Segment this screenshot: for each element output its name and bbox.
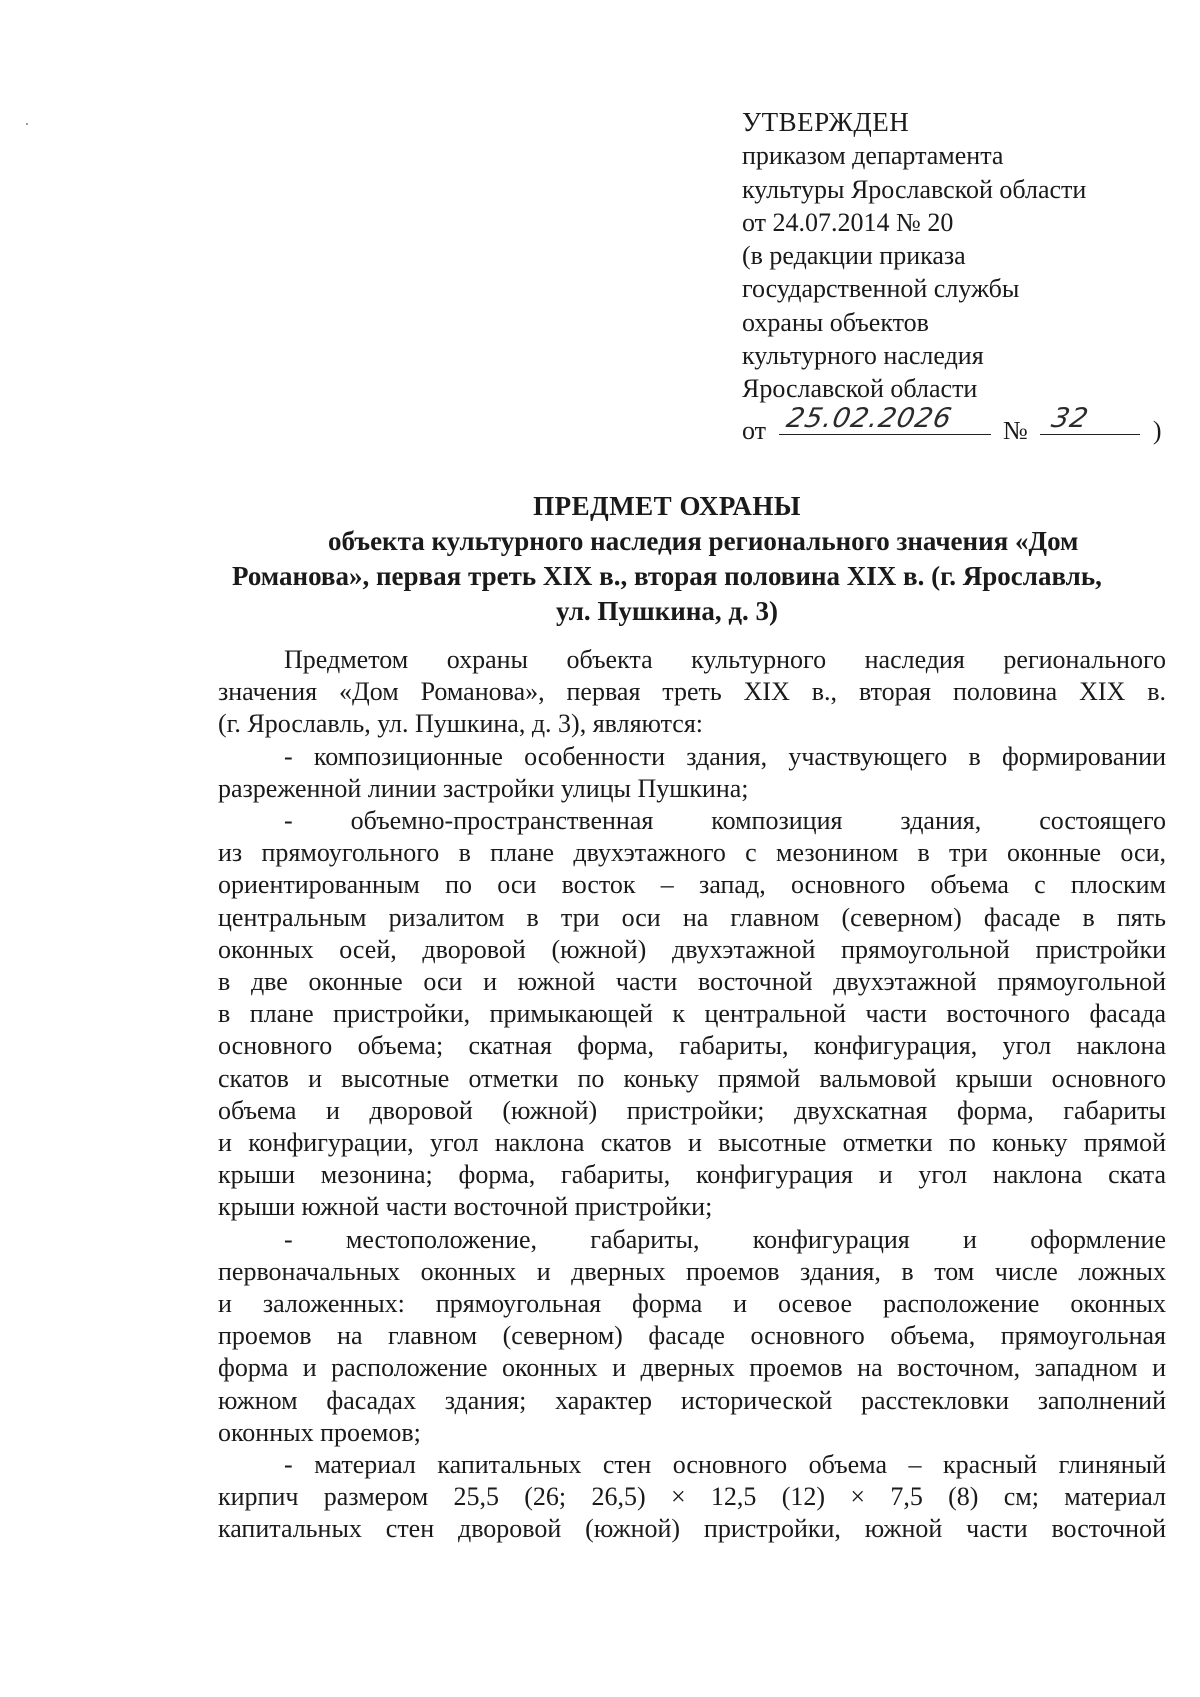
body-line: крыши южной части восточной пристройки;	[218, 1192, 713, 1222]
approval-stamp-block	[742, 106, 1172, 447]
closing-paren: )	[1152, 415, 1162, 445]
body-line: и конфигурации, угол наклона скатов и высотные отметки по коньку прямой	[218, 1128, 1166, 1158]
approval-line: культурного наследия	[742, 341, 984, 371]
body-line: из прямоугольного в плане двухэтажного с мезонином в три оконные оси,	[218, 838, 1166, 868]
approval-date-number-line	[742, 403, 1172, 447]
body-line: Предметом охраны объекта культурного наследия регионального	[284, 645, 1166, 674]
approval-line: государственной службы	[742, 274, 1020, 304]
approval-line: (в редакции приказа	[742, 241, 966, 271]
body-line: в две оконные оси и южной части восточной двухэтажной прямоугольной	[218, 967, 1166, 997]
body-line: первоначальных оконных и дверных проемов здания, в том числе ложных	[218, 1256, 1166, 1286]
body-line: центральным ризалитом в три оси на главном (северном) фасаде в пять	[218, 902, 1166, 932]
title-line: ул. Пушкина, д. 3)	[555, 596, 779, 626]
body-line: южном фасадах здания; характер исторической расстекловки заполнений	[218, 1385, 1166, 1415]
body-line: оконных проемов;	[218, 1417, 421, 1447]
scan-speck	[26, 123, 28, 125]
body-line: скатов и высотные отметки по коньку прямой вальмовой крыши основного	[218, 1063, 1166, 1093]
number-blank	[1040, 403, 1140, 435]
title-line: объекта культурного наследия регионального значения «Дом	[328, 526, 1079, 556]
date-blank	[779, 403, 991, 435]
number-label: №	[1003, 415, 1028, 445]
body-line: форма и расположение оконных и дверных проемов на восточном, западном и	[218, 1353, 1166, 1383]
body-line: - объемно-пространственная композиция здания, состоящего	[284, 806, 1166, 836]
handwritten-number: 32	[1049, 403, 1093, 435]
body-line: - композиционные особенности здания, участвующего в формировании	[284, 741, 1166, 771]
body-line: крыши мезонина; форма, габариты, конфигурация и угол наклона ската	[218, 1160, 1166, 1190]
body-line: значения «Дом Романова», первая треть XIX в., вторая половина XIX в.	[218, 677, 1166, 707]
from-label: от	[742, 415, 767, 445]
body-line: ориентированным по оси восток – запад, основного объема с плоским	[218, 870, 1166, 900]
body-line: (г. Ярославль, ул. Пушкина, д. 3), являются:	[218, 709, 704, 739]
body-text	[218, 644, 1166, 1546]
body-line: проемов на главном (северном) фасаде основного объема, прямоугольная	[218, 1321, 1166, 1351]
body-line: - материал капитальных стен основного объема – красный глиняный	[284, 1450, 1166, 1480]
body-line: кирпич размером 25,5 (26; 26,5) × 12,5 (12) × 7,5 (8) см; материал	[218, 1482, 1166, 1512]
title-line: Романова», первая треть XIX в., вторая половина XIX в. (г. Ярославль,	[232, 561, 1102, 591]
approval-line: Ярославской области	[742, 374, 978, 404]
approval-heading: УТВЕРЖДЕН	[742, 107, 910, 137]
body-line: в плане пристройки, примыкающей к центральной части восточного фасада	[218, 999, 1166, 1029]
approval-line: охраны объектов	[742, 307, 929, 337]
body-line: капитальных стен дворовой (южной) пристройки, южной части восточной	[218, 1514, 1166, 1544]
body-line: и заложенных: прямоугольная форма и осевое расположение оконных	[218, 1289, 1166, 1319]
body-line: - местоположение, габариты, конфигурация и оформление	[284, 1224, 1166, 1254]
body-line: оконных осей, дворовой (южной) двухэтажной прямоугольной пристройки	[218, 934, 1166, 964]
approval-line: приказом департамента	[742, 141, 1004, 171]
body-line: объема и дворовой (южной) пристройки; двухскатная форма, габариты	[218, 1095, 1166, 1125]
approval-line: культуры Ярославской области	[742, 174, 1087, 204]
body-line: разреженной линии застройки улицы Пушкина;	[218, 773, 749, 803]
approval-line: от 24.07.2014 № 20	[742, 207, 954, 237]
handwritten-date: 25.02.2026	[783, 403, 955, 435]
document-title	[232, 489, 1172, 629]
body-line: основного объема; скатная форма, габариты, конфигурация, угол наклона	[218, 1031, 1166, 1061]
title-main: ПРЕДМЕТ ОХРАНЫ	[533, 491, 801, 521]
